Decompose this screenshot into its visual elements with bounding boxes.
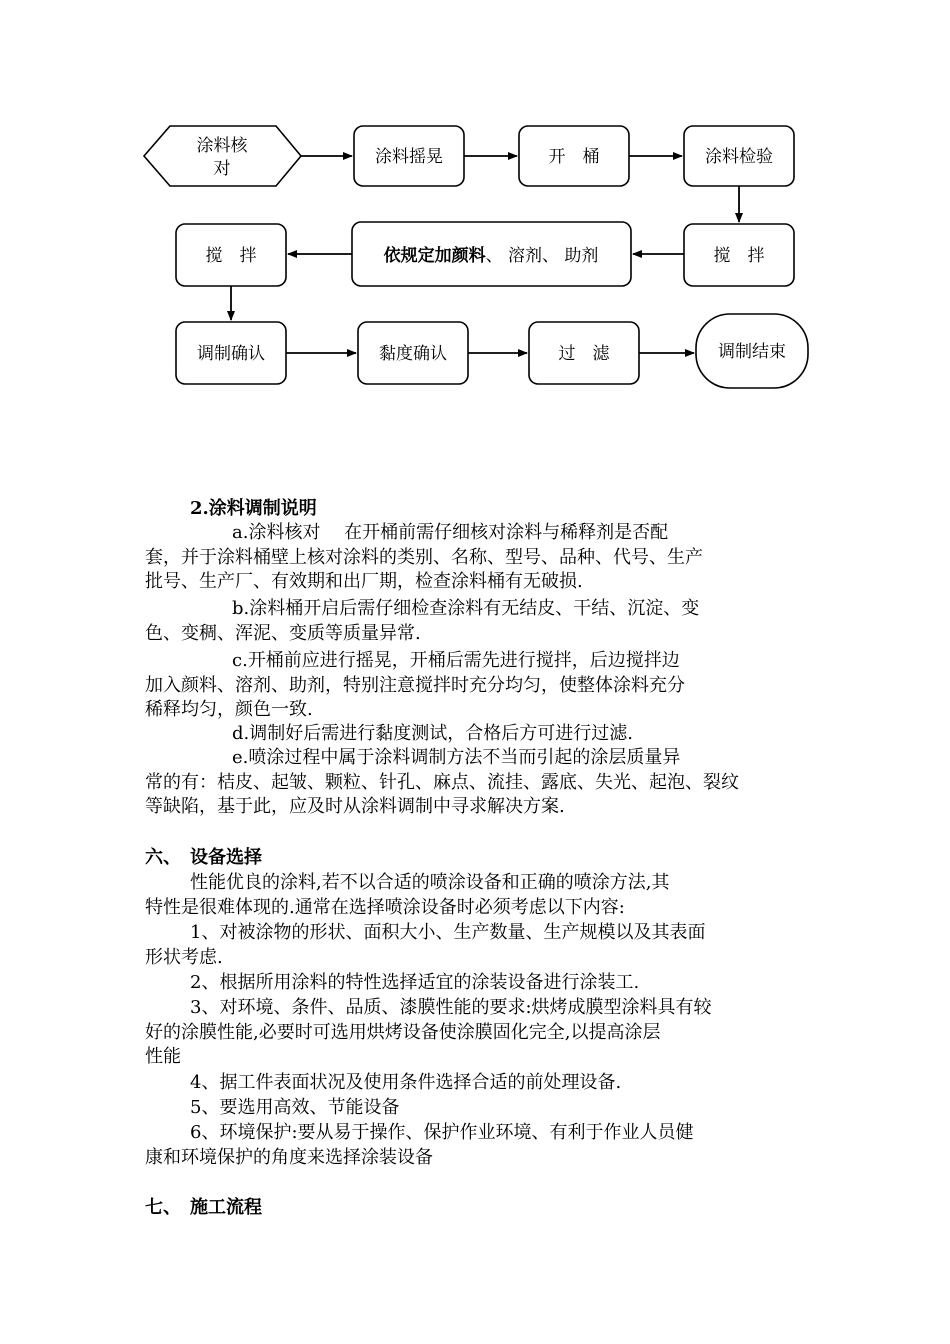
svg-text:涂料核: 涂料核 — [196, 136, 248, 156]
flow-node-stir-left — [176, 224, 286, 286]
item-d: d.调制好后需进行黏度测试，合格后方可进行过滤. — [232, 723, 633, 744]
requirement-3: 3、对环境、条件、品质、漆膜性能的要求:烘烤成膜型涂料具有较 好的涂膜性能,必要时可选用烘烤设备使涂膜固化完全,以提高涂层 性能 — [145, 997, 712, 1067]
requirement-6: 6、环境保护:要从易于操作、保护作业环境、有利于作业人员健 康和环境保护的角度来选择涂装设备 — [145, 1122, 694, 1168]
flow-node-add-pigment — [352, 222, 631, 286]
flow-node-shake — [354, 126, 464, 186]
svg-text:涂料检验: 涂料检验 — [705, 147, 773, 167]
flow-node-open — [519, 126, 629, 186]
svg-text:黏度确认: 黏度确认 — [379, 344, 447, 364]
section-6-intro: 性能优良的涂料,若不以合适的喷涂设备和正确的喷涂方法,其 特性是很难体现的.通常在选择喷涂设备时必须考虑以下内容: — [145, 872, 670, 918]
requirement-4: 4、据工件表面状况及使用条件选择合适的前处理设备. — [190, 1072, 622, 1093]
flow-node-viscosity — [358, 322, 468, 384]
paint-mixing-flowchart — [0, 0, 950, 420]
section-2-title: 2.涂料调制说明 — [190, 498, 317, 519]
flow-node-inspect — [684, 126, 794, 186]
flow-node-filter — [529, 322, 639, 384]
svg-text:调制确认: 调制确认 — [197, 344, 265, 364]
requirement-2: 2、根据所用涂料的特性选择适宜的涂装设备进行涂装工. — [190, 972, 640, 993]
requirement-1: 1、对被涂物的形状、面积大小、生产数量、生产规模以及其表面 形状考虑. — [145, 922, 706, 968]
section-6-title: 六、 设备选择 — [145, 847, 262, 868]
item-a: a.涂料核对 在开桶前需仔细核对涂料与稀释剂是否配 套，并于涂料桶壁上核对涂料的类别、名称、型号、品种、代号、生产 批号、生产厂、有效期和出厂期，检查涂料桶有无破损. — [145, 522, 703, 592]
section-7-title: 七、 施工流程 — [145, 1197, 262, 1218]
flow-node-stir-right — [684, 224, 794, 286]
svg-text:对: 对 — [213, 159, 231, 179]
svg-text:涂料摇晃: 涂料摇晃 — [375, 147, 443, 167]
svg-text:开 桶: 开 桶 — [548, 147, 600, 167]
flow-node-confirm — [176, 322, 286, 384]
svg-text:调制结束: 调制结束 — [718, 342, 786, 362]
item-c: c.开桶前应进行摇晃，开桶后需先进行搅拌，后边搅拌边 加入颜料、溶剂、助剂，特别注意搅拌时充分均匀，使整体涂料充分 稀释均匀，颜色一致. — [145, 650, 685, 720]
requirement-5: 5、要选用高效、节能设备 — [190, 1097, 400, 1118]
flow-node-verify — [144, 126, 301, 186]
svg-text:依规定加颜料、 溶剂、 助剂: 依规定加颜料、 溶剂、 助剂 — [383, 246, 599, 266]
svg-text:过 滤: 过 滤 — [558, 344, 610, 364]
item-b: b.涂料桶开启后需仔细检查涂料有无结皮、干结、沉淀、变 色、变稠、浑泥、变质等质量异常. — [145, 598, 700, 644]
svg-text:搅 拌: 搅 拌 — [713, 246, 765, 266]
flow-node-end — [696, 314, 808, 388]
item-e: e.喷涂过程中属于涂料调制方法不当而引起的涂层质量异 常的有：桔皮、起皱、颗粒、针孔、麻点、流挂、露底、失光、起泡、裂纹 等缺陷，基于此，应及时从涂料调制中寻求解决方案. — [145, 747, 739, 817]
svg-text:搅 拌: 搅 拌 — [205, 246, 257, 266]
